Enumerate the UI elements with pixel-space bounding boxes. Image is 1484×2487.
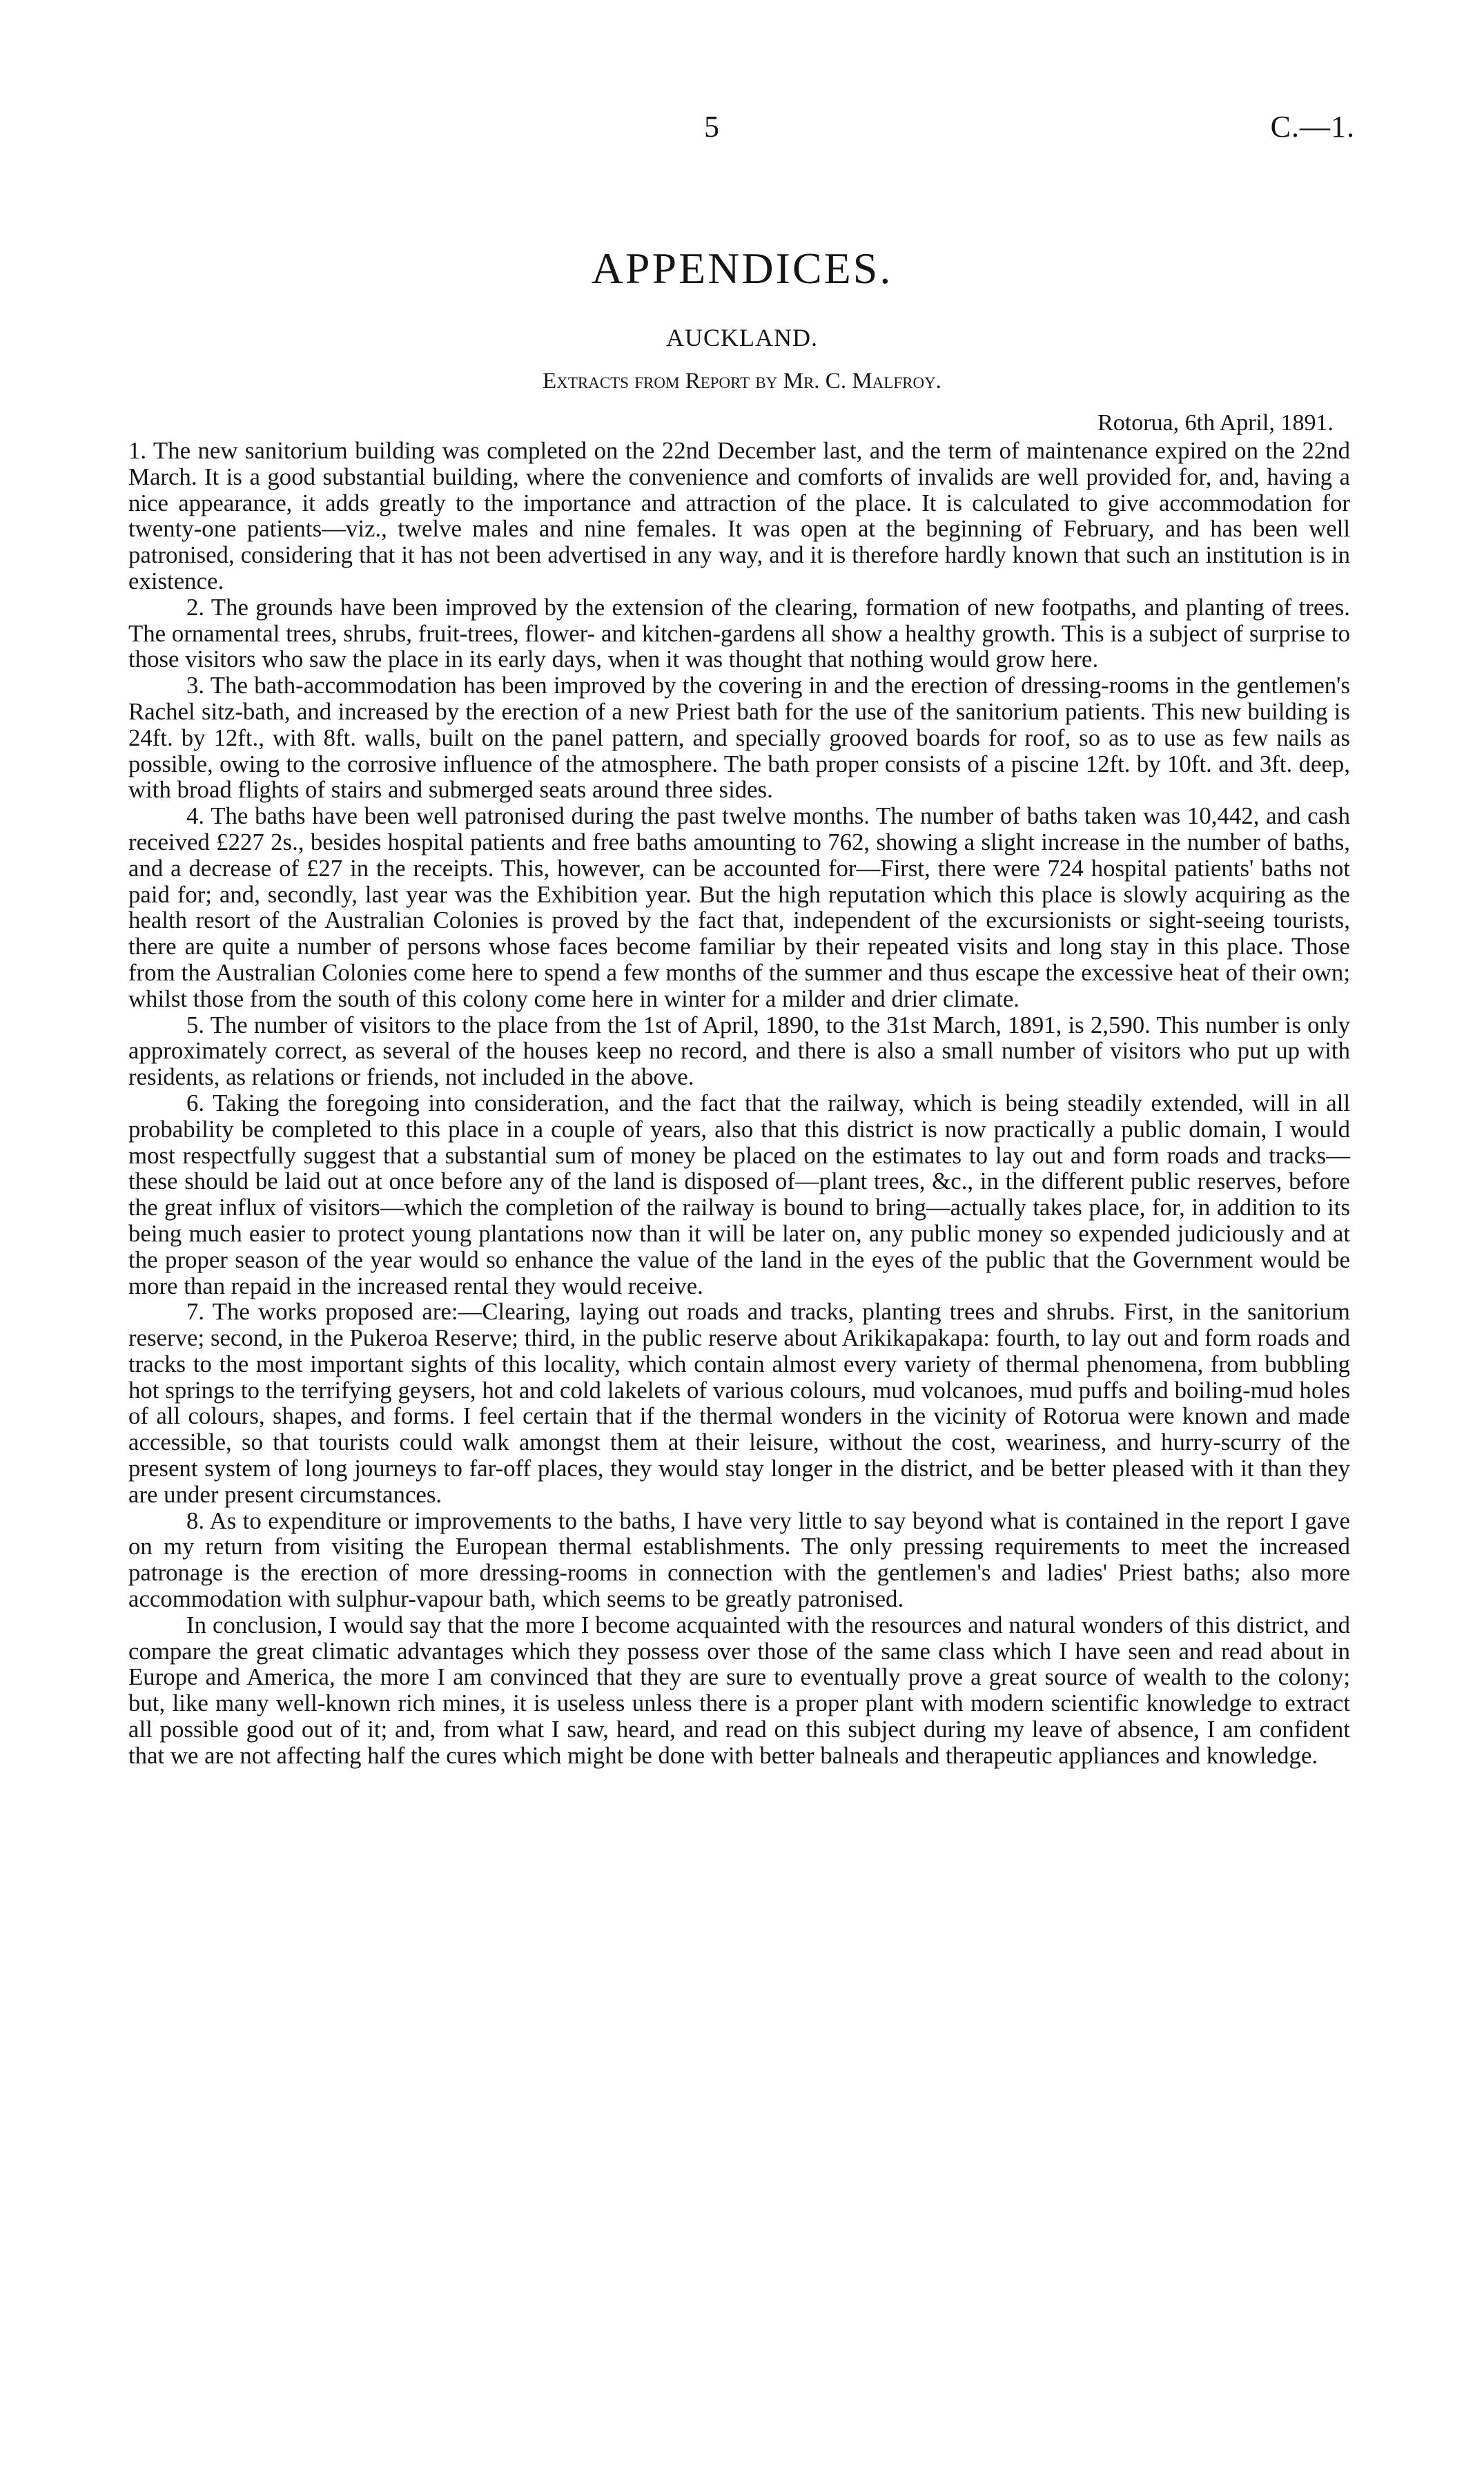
paragraph-5: 5. The number of visitors to the place from the 1st of April, 1890, to the 31st March, 1891, is 2,590. This number is only approximately correct, as several of the houses keep no record, and there is also a small number of visitors who put up with residents, as relations or friends, not included in the above. [128,1011,1350,1091]
paragraph-2: 2. The grounds have been improved by the extension of the clearing, formation of new footpaths, and planting of trees. The ornamental trees, shrubs, fruit-trees, flower- and kitchen-gardens all show a healthy growth. This is a subject of surprise to those visitors who saw the place in its early days, when it was thought that nothing would grow here. [128,593,1350,673]
paragraph-8: 8. As to expenditure or improvements to the baths, I have very little to say beyond what is contained in the report I gave on my return from visiting the European thermal establishments. The only pressing requirements to meet the increased patronage is the erection of more dressing-rooms in connection with the gentlemen's and ladies' Priest baths; also more accommodation with sulphur-vapour bath, which seems to be greatly patronised. [128,1507,1350,1613]
page-header [0,109,1484,157]
paragraph-conclusion: In conclusion, I would say that the more I become acquainted with the resources and natural wonders of this district, and compare the great climatic advantages which they possess over those of the same class which I have seen and read about in Europe and America, the more I am convinced that they are sure to eventually prove a great source of wealth to the colony; but, like many well-known rich mines, it is useless unless there is a proper plant with modern scientific knowledge to extract all possible good out of it; and, from what I saw, heard, and read on this subject during my leave of absence, I am confident that we are not affecting half the cures which might be done with better balneals and therapeutic appliances and knowledge. [128,1611,1350,1769]
document-reference: C.—1. [1270,110,1355,144]
page-number: 5 [704,110,719,144]
page-title: APPENDICES. [591,244,893,293]
paragraph-4: 4. The baths have been well patronised during the past twelve months. The number of baths taken was 10,442, and cash received £227 2s., besides hospital patients and free baths amounting to 762, showing a slight increase in the number of baths, and a decrease of £27 in the receipts. This, however, can be accounted for—First, there were 724 hospital patients' baths not paid for; and, secondly, last year was the Exhibition year. But the high reputation which this place is slowly acquiring as the health resort of the Australian Colonies is proved by the fact that, independent of the excursionists or sight-seeing tourists, there are quite a number of persons whose faces become familiar by their repeated visits and long stay in this place. Those from the Australian Colonies come here to spend a few months of the summer and thus escape the excessive heat of their own; whilst those from the south of this colony come here in winter for a milder and drier climate. [128,802,1350,1012]
place-date-line: Rotorua, 6th April, 1891. [1097,410,1334,436]
section-heading: AUCKLAND. [666,324,818,351]
paragraph-1: 1. The new sanitorium building was completed on the 22nd December last, and the term of maintenance expired on the 22nd March. It is a good substantial building, where the convenience and comforts of invalids are well provided for, and, having a nice appearance, it adds greatly to the importance and attraction of the place. It is calculated to give accommodation for twenty-one patients—viz., twelve males and nine females. It was open at the beginning of February, and has been well patronised, considering that it has not been advertised in any way, and it is therefore hardly known that such an institution is in existence. [128,437,1350,594]
paragraph-7: 7. The works proposed are:—Clearing, laying out roads and tracks, planting trees and shrubs. First, in the sanitorium reserve; second, in the Pukeroa Reserve; third, in the public reserve about Arikikapakapa: fourth, to lay out and form roads and tracks to the most important sights of this locality, which contain almost every variety of thermal phenomena, from bubbling hot springs to the terrifying geysers, hot and cold lakelets of various colours, mud volcanoes, mud puffs and boiling-mud holes of all colours, shapes, and forms. I feel certain that if the thermal wonders in the vicinity of Rotorua were known and made accessible, so that tourists could walk amongst them at their leisure, without the cost, weariness, and hurry-scurry of the present system of long journeys to far-off places, they would stay longer in the district, and be better pleased with it than they are under present circumstances. [128,1298,1350,1508]
report-body [128,438,1350,1769]
extract-heading: Extracts from Report by Mr. C. Malfroy. [543,369,941,394]
paragraph-3: 3. The bath-accommodation has been improved by the covering in and the erection of dressing-rooms in the gentlemen's Rachel sitz-bath, and increased by the erection of a new Priest bath for the use of the sanitorium patients. This new building is 24ft. by 12ft., with 8ft. walls, built on the panel pattern, and specially grooved boards for roof, so as to use as few nails as possible, owing to the corrosive influence of the atmosphere. The bath proper consists of a piscine 12ft. by 10ft. and 3ft. deep, with broad flights of stairs and submerged seats around three sides. [128,672,1350,804]
paragraph-6: 6. Taking the foregoing into consideration, and the fact that the railway, which is being steadily extended, will in all probability be completed to this place in a couple of years, also that this district is now practically a public domain, I would most respectfully suggest that a substantial sum of money be placed on the estimates to lay out and form roads and tracks—these should be laid out at once before any of the land is disposed of—plant trees, &c., in the different public reserves, before the great influx of visitors—which the completion of the railway is bound to bring—actually takes place, for, in addition to its being much easier to protect young plantations now than it will be later on, any public money so expended judiciously and at the proper season of the year would so enhance the value of the land in the eyes of the public that the Government would be more than repaid in the increased rental they would receive. [128,1089,1350,1299]
